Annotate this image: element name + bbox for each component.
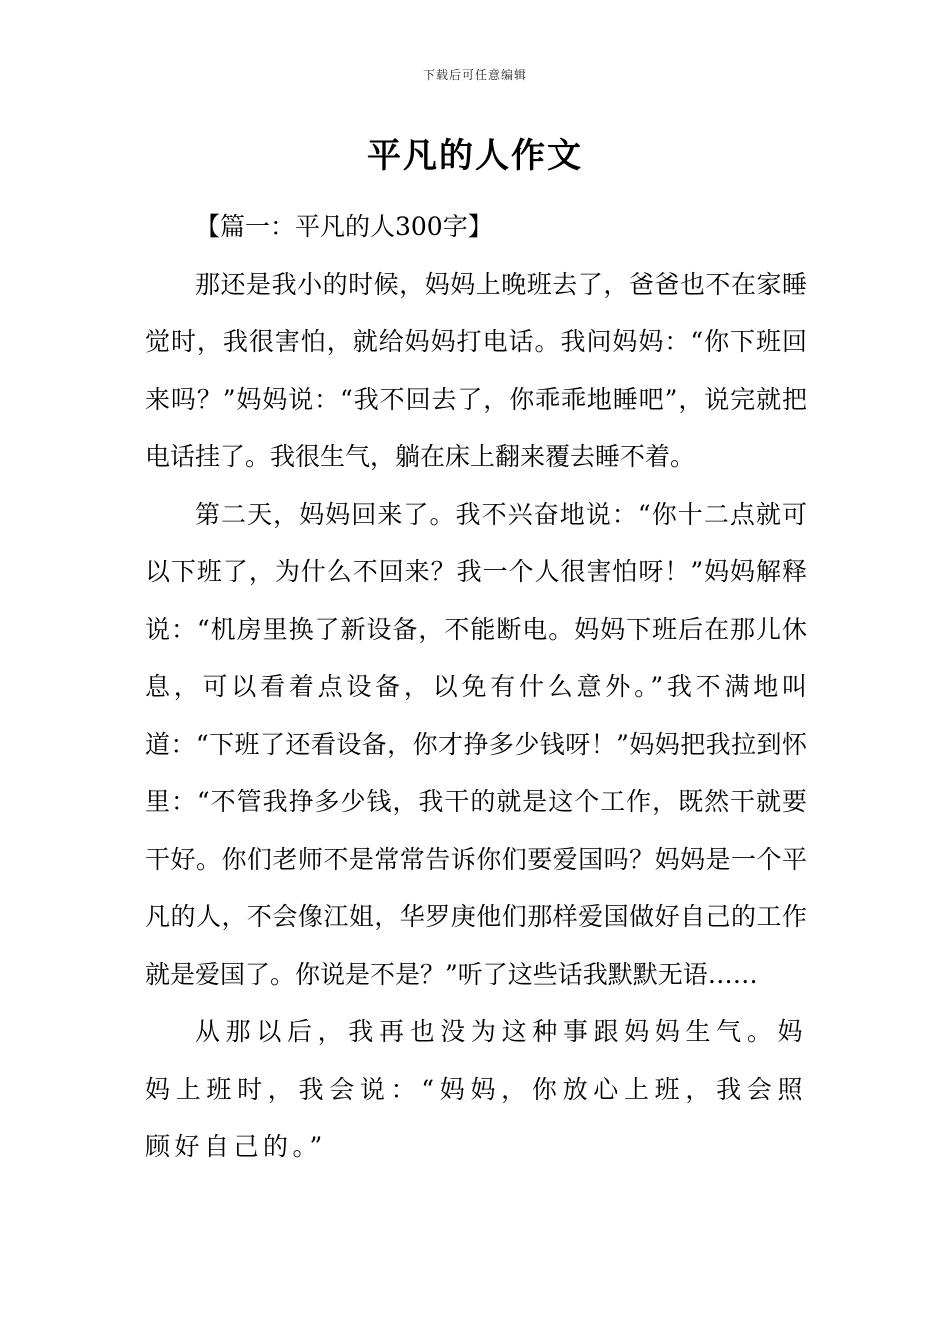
article-body bbox=[145, 198, 807, 1176]
paragraph-2: 第二天，妈妈回来了。我不兴奋地说：“你十二点就可以下班了，为什么不回来？我一个人很害怕呀！”妈妈解释说：“机房里换了新设备，不能断电。妈妈下班后在那儿休息，可以看着点设备，以免有什么意外。”我不满地叫道：“下班了还看设备，你才挣多少钱呀！”妈妈把我拉到怀里：“不管我挣多少钱，我干的就是这个工作，既然干就要干好。你们老师不是常常告诉你们要爱国吗？妈妈是一个平凡的人，不会像江姐，华罗庚他们那样爱国做好自己的工作就是爱国了。你说是不是？”听了这些话我默默无语…… bbox=[145, 499, 807, 989]
paragraph-1: 那还是我小的时候，妈妈上晚班去了，爸爸也不在家睡觉时，我很害怕，就给妈妈打电话。我问妈妈：“你下班回来吗？”妈妈说：“我不回去了，你乖乖地睡吧”，说完就把电话挂了。我很生气，躺在床上翻来覆去睡不着。 bbox=[145, 269, 807, 471]
section-heading: 【篇一：平凡的人300字】 bbox=[195, 212, 493, 241]
paragraph-3: 从那以后，我再也没为这种事跟妈妈生气。妈妈上班时，我会说：“妈妈，你放心上班，我会照顾好自己的。” bbox=[145, 1017, 807, 1161]
header-note: 下载后可任意编辑 bbox=[422, 68, 527, 82]
page-title: 平凡的人作文 bbox=[367, 136, 583, 176]
